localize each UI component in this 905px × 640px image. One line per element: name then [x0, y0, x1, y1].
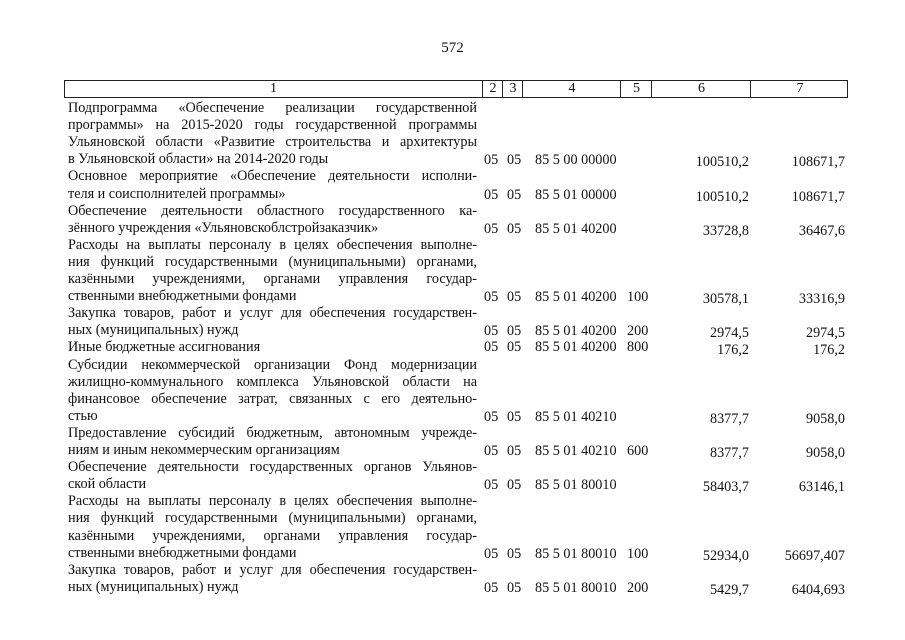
row-section: 05: [484, 186, 499, 203]
row-amount-2: 108671,7: [791, 188, 845, 205]
row-target-article: 85 5 00 00000: [535, 152, 617, 169]
header-cell-expense-type: 5: [620, 81, 652, 97]
row-target-article: 85 5 01 00000: [535, 186, 617, 203]
header-cell-subsection: 3: [502, 81, 523, 97]
row-subsection: 05: [507, 186, 522, 203]
row-section: 05: [484, 579, 499, 596]
row-description-line: ственными внебюджетными фондами: [68, 544, 297, 561]
row-amount-1: 58403,7: [702, 479, 749, 496]
row-description-line: Обеспечение деятельности областного государственного ка-: [68, 202, 477, 219]
header-cell-section: 2: [482, 81, 503, 97]
row-description-line: программы» на 2015-2020 годы государственной программы: [68, 117, 477, 134]
row-description-line: Закупка товаров, работ и услуг для обеспечения государствен-: [68, 305, 477, 322]
row-description-line: финансовое обеспечение затрат, связанных с его деятельно-: [68, 390, 477, 407]
table-header: [64, 80, 848, 98]
row-subsection: 05: [507, 579, 522, 596]
row-amount-2: 36467,6: [798, 222, 845, 239]
row-subsection: 05: [507, 323, 522, 340]
row-amount-1: 100510,2: [695, 154, 749, 171]
row-section: 05: [484, 545, 499, 562]
row-description-line: ниям и иным некоммерческим организациям: [68, 442, 340, 458]
row-description-line: Расходы на выплаты персоналу в целях обеспечения выполне-: [68, 236, 477, 253]
row-subsection: 05: [507, 443, 522, 459]
row-subsection: 05: [507, 545, 522, 562]
row-expense-type: 200: [627, 579, 649, 596]
row-description-line: в Ульяновской области» на 2014-2020 годы: [68, 151, 329, 168]
page-number: 572: [441, 40, 464, 56]
row-amount-2: 9058,0: [805, 410, 845, 427]
row-expense-type: 600: [627, 443, 649, 459]
row-subsection: 05: [507, 477, 522, 494]
row-target-article: 85 5 01 40210: [535, 408, 617, 425]
row-description-line: зённого учреждения «Ульяновскоблстройзаказчик»: [68, 219, 379, 236]
row-description-line: Иные бюджетные ассигнования: [68, 339, 261, 356]
row-description-line: жилищно-коммунального комплекса Ульяновской области на: [68, 373, 477, 390]
row-description-line: Закупка товаров, работ и услуг для обеспечения государствен-: [68, 561, 477, 578]
row-amount-1: 5429,7: [709, 581, 749, 598]
header-cell-amount-1: 6: [651, 81, 751, 97]
row-amount-1: 100510,2: [695, 188, 749, 205]
row-section: 05: [484, 408, 499, 425]
row-description-line: Субсидии некоммерческой организации Фонд модернизации: [68, 356, 477, 373]
header-cell-amount-2: 7: [750, 81, 849, 97]
row-description-line: ской области: [68, 476, 147, 493]
row-subsection: 05: [507, 220, 522, 237]
header-cell-description: 1: [270, 81, 277, 96]
row-amount-1: 8377,7: [709, 410, 749, 427]
row-description-line: Обеспечение деятельности государственных органов Ульянов-: [68, 459, 477, 476]
row-target-article: 85 5 01 40200: [535, 323, 617, 340]
row-target-article: 85 5 01 40210: [535, 443, 617, 459]
row-amount-1: 2974,5: [709, 325, 749, 342]
row-section: 05: [484, 220, 499, 237]
row-amount-2: 176,2: [813, 342, 845, 359]
row-description-line: ния функций государственными (муниципальными) органами,: [68, 253, 477, 270]
row-amount-2: 6404,693: [791, 581, 845, 598]
row-subsection: 05: [507, 339, 522, 356]
row-target-article: 85 5 01 40200: [535, 289, 617, 306]
row-description-line: Основное мероприятие «Обеспечение деятельности исполни-: [68, 168, 477, 185]
row-section: 05: [484, 477, 499, 494]
row-amount-2: 56697,407: [784, 547, 845, 564]
row-subsection: 05: [507, 289, 522, 306]
row-section: 05: [484, 152, 499, 169]
row-amount-1: 52934,0: [702, 547, 749, 564]
row-amount-2: 2974,5: [805, 325, 845, 342]
row-subsection: 05: [507, 408, 522, 425]
row-section: 05: [484, 289, 499, 306]
row-description-line: Расходы на выплаты персоналу в целях обеспечения выполне-: [68, 493, 477, 510]
row-description-line: Ульяновской области «Развитие строительства и архитектуры: [68, 134, 477, 151]
row-description-line: казёнными учреждениями, органами управления государ-: [68, 271, 477, 287]
row-target-article: 85 5 01 80010: [535, 545, 617, 562]
row-target-article: 85 5 01 40200: [535, 339, 617, 356]
row-amount-2: 108671,7: [791, 154, 845, 171]
header-cell-target-article: 4: [522, 81, 621, 97]
row-section: 05: [484, 443, 499, 459]
row-target-article: 85 5 01 40200: [535, 220, 617, 237]
row-amount-1: 33728,8: [702, 222, 749, 239]
row-description-line: ных (муниципальных) нужд: [68, 322, 239, 339]
row-section: 05: [484, 323, 499, 340]
row-description-line: стью: [68, 407, 98, 424]
row-expense-type: 800: [627, 339, 649, 356]
row-amount-1: 8377,7: [709, 445, 749, 461]
row-expense-type: 100: [627, 289, 649, 306]
row-target-article: 85 5 01 80010: [535, 579, 617, 596]
row-description-line: теля и соисполнителей программы»: [68, 185, 286, 202]
row-description-line: Предоставление субсидий бюджетным, автономным учрежде-: [68, 424, 477, 441]
row-description-line: Подпрограмма «Обеспечение реализации государственной: [68, 100, 477, 116]
row-description-line: казёнными учреждениями, органами управления государ-: [68, 527, 477, 544]
row-amount-2: 33316,9: [798, 291, 845, 308]
row-amount-2: 63146,1: [798, 479, 845, 496]
row-section: 05: [484, 339, 499, 356]
row-description-line: ных (муниципальных) нужд: [68, 578, 239, 595]
row-amount-2: 9058,0: [805, 445, 845, 461]
row-target-article: 85 5 01 80010: [535, 477, 617, 494]
row-subsection: 05: [507, 152, 522, 169]
row-amount-1: 176,2: [717, 342, 749, 359]
row-expense-type: 200: [627, 323, 649, 340]
row-expense-type: 100: [627, 545, 649, 562]
row-amount-1: 30578,1: [702, 291, 749, 308]
row-description-line: ственными внебюджетными фондами: [68, 288, 297, 305]
row-description-line: ния функций государственными (муниципальными) органами,: [68, 510, 477, 527]
